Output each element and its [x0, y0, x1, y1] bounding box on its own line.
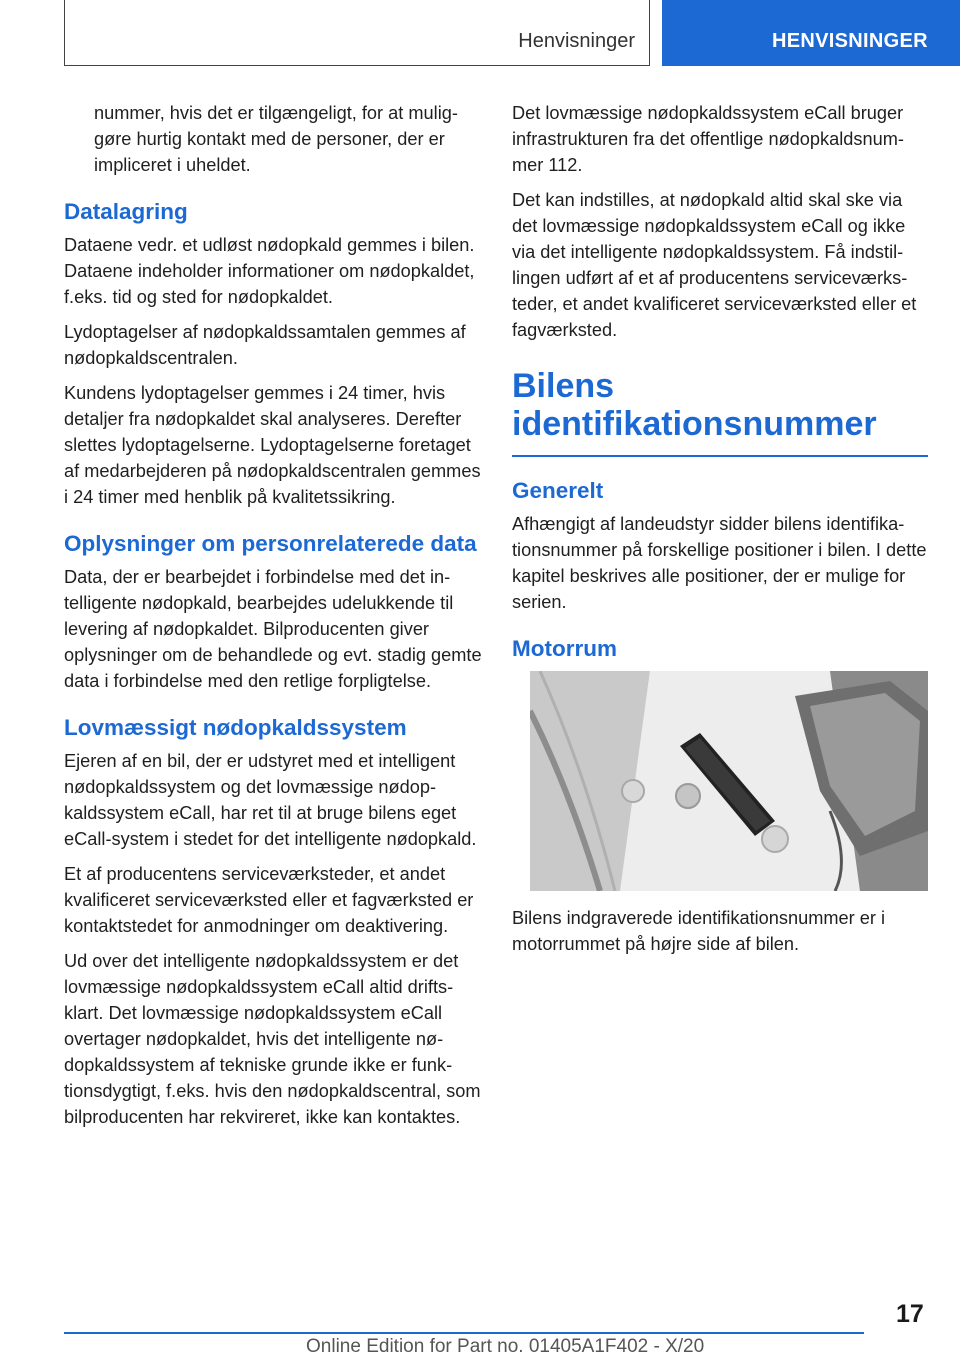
header-section-label: Henvisninger [518, 30, 635, 52]
header-chapter-tab-label: HENVISNINGER [772, 30, 928, 52]
engine-bay-illustration [530, 671, 928, 891]
ecall-paragraph-2: Det kan indstilles, at nødopkald altid skal ske via det lovmæssige nødopkaldssystem eCall og ikke via det intelligente nødopkaldssystem. Få indstillingen udført af et af producentens serviceværksteder, et andet kvalificeret serviceværksted eller et fagværksted. [512, 190, 917, 340]
section-divider [512, 455, 928, 457]
datalagring-paragraph-1: Dataene vedr. et udløst nødopkald gemmes i bilen. Dataene indeholder informationer om nødopkaldet, f.eks. tid og sted for nødopkaldet. [64, 235, 475, 307]
header-section-box [64, 0, 650, 66]
footer-edition-text: Online Edition for Part no. 01405A1F402 - X/20 [306, 1336, 705, 1357]
section-title-vin: Bilens identifikationsnummer [512, 367, 877, 443]
page-number: 17 [896, 1300, 924, 1328]
lovmaessigt-paragraph-1: Ejeren af en bil, der er udstyret med et intelligent nødopkaldssystem og det lovmæssige nødopkaldssystem eCall, har ret til at bruge bilens eget eCall-system i stedet for det intelligente nødopkald. [64, 751, 477, 849]
lovmaessigt-paragraph-2: Et af producentens serviceværksteder, et andet kvalificeret serviceværksted eller et fagværksted er kontaktstedet for anmodninger om deaktivering. [64, 864, 474, 936]
generelt-paragraph-1: Afhængigt af landeudstyr sidder bilens identifikationsnummer på forskellige positioner i bilen. I dette kapitel beskrives alle positioner, der er mulige for serien. [512, 514, 927, 612]
footer-divider [64, 1332, 864, 1334]
right-column [512, 100, 928, 966]
datalagring-paragraph-3: Kundens lydoptagelser gemmes i 24 timer, hvis detaljer fra nødopkaldet skal analyseres. Derefter slettes lydoptagelserne. Lydoptagelserne foretaget af medarbejderen på nødopkaldscentralen gemmes i 24 timer med henblik på kvalitetssikring. [64, 383, 481, 507]
personrelaterede-paragraph-1: Data, der er bearbejdet i forbindelse med det intelligente nødopkald, bearbejdes udelukkende til levering af nødopkaldet. Bilproducenten giver oplysninger om de behandlede og evt. stadig gemte data i forbindelse med den retlige forpligtelse. [64, 567, 482, 691]
ecall-paragraph-1: Det lovmæssige nødopkaldssystem eCall bruger infrastrukturen fra det offentlige nødopkaldsnummer 112. [512, 103, 904, 175]
heading-generelt: Generelt [512, 478, 604, 503]
header-chapter-tab[interactable] [662, 0, 960, 66]
heading-lovmaessigt-nodopkaldssystem: Lovmæssigt nødopkaldssystem [64, 715, 407, 740]
engine-bay-photo [530, 671, 928, 891]
motorrum-caption: Bilens indgraverede identifikationsnummer er i motorrummet på højre side af bilen. [512, 908, 886, 954]
heading-motorrum: Motorrum [512, 636, 617, 661]
heading-datalagring: Datalagring [64, 199, 188, 224]
left-column [64, 100, 482, 1139]
intro-paragraph: nummer, hvis det er tilgængeligt, for at muliggøre hurtig kontakt med de personer, der er impliceret i uheldet. [94, 103, 458, 175]
datalagring-paragraph-2: Lydoptagelser af nødopkaldssamtalen gemmes af nødopkaldscentralen. [64, 322, 466, 368]
lovmaessigt-paragraph-3: Ud over det intelligente nødopkaldssystem er det lovmæssige nødopkaldssystem eCall altid driftsklart. Det lovmæssige nødopkaldssystem eCall overtager nødopkaldet, hvis det intelligente nødopkaldssystem af tekniske grunde ikke er funktionsdygtigt, f.eks. hvis den nødopkaldscentral, som bilproducenten har rekvireret, ikke kan kontaktes. [64, 951, 481, 1127]
heading-personrelaterede-data: Oplysninger om personrelaterede data [64, 531, 477, 556]
